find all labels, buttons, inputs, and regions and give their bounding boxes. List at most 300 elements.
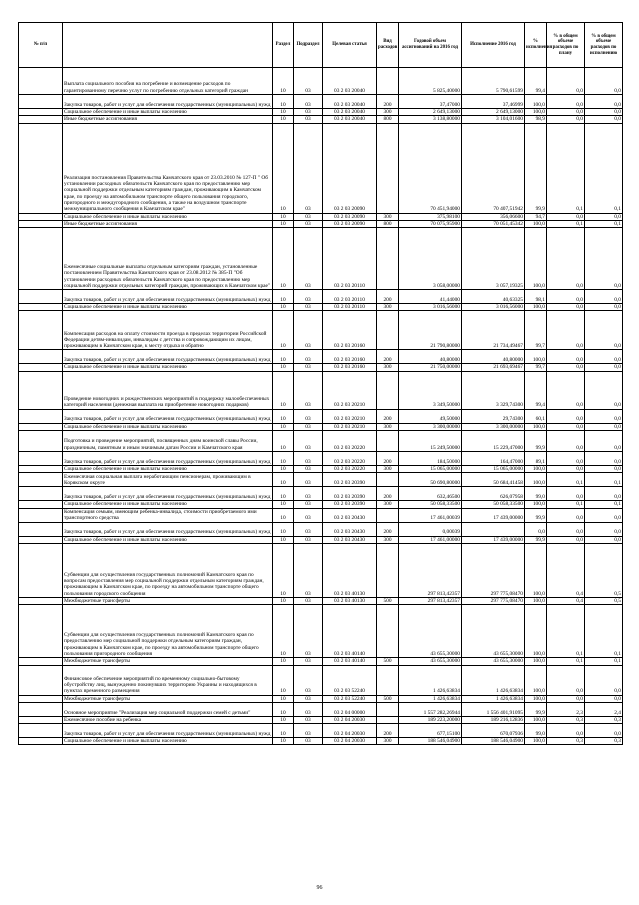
row-name: Социальное обеспечение и иные выплаты населению <box>63 213 273 220</box>
row-number <box>19 213 63 220</box>
row-number <box>19 409 63 423</box>
page-number: 96 <box>316 885 323 891</box>
row-number <box>19 597 63 604</box>
row-expense-type: 300 <box>377 304 399 311</box>
row-share-exec: 0,0 <box>585 665 623 695</box>
row-execution: 43 655,30000 <box>462 658 525 665</box>
row-expense-type <box>377 665 399 695</box>
row-plan: 43 655,30000 <box>399 605 462 658</box>
row-subsection: 03 <box>294 109 323 116</box>
row-number <box>19 228 63 290</box>
table-row <box>19 220 623 227</box>
row-share-plan: 2,3 <box>547 702 585 716</box>
row-plan: 40,80000 <box>399 350 462 364</box>
table-header <box>19 23 623 68</box>
row-subsection: 03 <box>294 213 323 220</box>
row-subsection: 03 <box>294 702 323 716</box>
row-subsection: 03 <box>294 738 323 745</box>
row-expense-type: 200 <box>377 522 399 536</box>
row-section: 10 <box>273 536 294 543</box>
table-row <box>19 109 623 116</box>
row-number <box>19 423 63 430</box>
row-target-article: 03 2 03 20160 <box>323 350 377 364</box>
row-execution: 356,06600 <box>462 213 525 220</box>
row-expense-type: 500 <box>377 695 399 702</box>
row-number <box>19 724 63 738</box>
row-section: 10 <box>273 228 294 290</box>
row-subsection: 03 <box>294 536 323 543</box>
row-percent: 99,9 <box>525 123 547 213</box>
row-expense-type: 200 <box>377 290 399 304</box>
row-execution: 50 684,41458 <box>462 473 525 487</box>
row-target-article: 03 2 03 20090 <box>323 123 377 213</box>
row-share-plan: 0,0 <box>547 109 585 116</box>
row-expense-type <box>377 228 399 290</box>
row-number <box>19 311 63 350</box>
row-share-exec: 0,1 <box>585 658 623 665</box>
row-share-plan: 0,1 <box>547 605 585 658</box>
row-share-plan: 0,3 <box>547 738 585 745</box>
row-plan: 677,15100 <box>399 724 462 738</box>
row-name: Ежемесячные социальные выплаты отдельным категориям граждан, установленные постановлением Правительства Камчатского края от 23.08.2012 № 385-П "Об установлении расходных обязательств Камчатского края по предоставлению мер социальной поддержки отдельных категорий граждан, проживающих в Камчатском крае" <box>63 228 273 290</box>
row-execution: 70 051,45342 <box>462 220 525 227</box>
row-execution: 1 426,63834 <box>462 695 525 702</box>
row-name: Выплата социального пособия на погребение и возмещение расходов по гарантированному перечню услуг по погребению отдельных категорий граждан <box>63 68 273 95</box>
row-percent: 0,0 <box>525 522 547 536</box>
row-execution: 17 439,00000 <box>462 536 525 543</box>
row-share-plan: 0,0 <box>547 68 585 95</box>
row-plan: 375,98100 <box>399 213 462 220</box>
row-number <box>19 220 63 227</box>
row-name: Социальное обеспечение и иные выплаты населению <box>63 304 273 311</box>
row-subsection: 03 <box>294 605 323 658</box>
table-row <box>19 501 623 508</box>
table-row <box>19 228 623 290</box>
row-subsection: 03 <box>294 522 323 536</box>
row-share-plan: 0,0 <box>547 371 585 409</box>
row-plan: 3 349,50000 <box>399 371 462 409</box>
table-row <box>19 508 623 522</box>
row-percent: 89,1 <box>525 452 547 466</box>
row-expense-type: 500 <box>377 658 399 665</box>
row-subsection: 03 <box>294 95 323 109</box>
row-share-exec: 0,0 <box>585 466 623 473</box>
row-share-plan: 0,0 <box>547 487 585 501</box>
table-row <box>19 487 623 501</box>
row-subsection: 03 <box>294 371 323 409</box>
row-plan: 189 223,20000 <box>399 716 462 723</box>
row-execution: 21 693,69467 <box>462 364 525 371</box>
row-expense-type: 500 <box>377 597 399 604</box>
row-percent: 100,0 <box>525 597 547 604</box>
row-percent: 100,0 <box>525 466 547 473</box>
row-section: 10 <box>273 431 294 452</box>
row-plan: 1 426,63834 <box>399 695 462 702</box>
table-row <box>19 123 623 213</box>
row-section: 10 <box>273 350 294 364</box>
row-share-exec: 0,0 <box>585 508 623 522</box>
row-plan: 0,00039 <box>399 522 462 536</box>
row-section: 10 <box>273 738 294 745</box>
row-plan: 297 813,42357 <box>399 543 462 597</box>
row-execution: 2 649,13000 <box>462 109 525 116</box>
row-section: 10 <box>273 123 294 213</box>
row-percent: 99,9 <box>525 536 547 543</box>
row-share-exec: 0,0 <box>585 695 623 702</box>
table-row <box>19 431 623 452</box>
header-annual-plan: Годовой объем ассигнований на 2016 год <box>399 23 462 68</box>
row-share-exec: 0,0 <box>585 536 623 543</box>
row-plan: 1 426,63834 <box>399 665 462 695</box>
row-execution: 15 065,00000 <box>462 466 525 473</box>
header-target-article: Целевая статья <box>323 23 377 68</box>
document-page <box>18 22 622 745</box>
header-expense-type: Вид расходов <box>377 23 399 68</box>
row-subsection: 03 <box>294 695 323 702</box>
budget-table <box>18 22 623 745</box>
row-number <box>19 452 63 466</box>
row-section: 10 <box>273 304 294 311</box>
row-number <box>19 522 63 536</box>
row-plan: 70 451,94000 <box>399 123 462 213</box>
row-name: Финансовое обеспечение мероприятий по временному социально-бытовому обустройству лиц, вынужденно покинувших территорию Украины и находящихся в пунктах временного размещения <box>63 665 273 695</box>
row-execution: 70 407,51942 <box>462 123 525 213</box>
header-number: № п/п <box>19 23 63 68</box>
row-section: 10 <box>273 543 294 597</box>
row-target-article: 03 2 03 20210 <box>323 423 377 430</box>
header-percent: % исполнения <box>525 23 547 68</box>
row-execution: 297 775,08470 <box>462 543 525 597</box>
row-name: Закупка товаров, работ и услуг для обеспечения государственных (муниципальных) нужд <box>63 487 273 501</box>
row-share-exec: 0,1 <box>585 605 623 658</box>
row-name: Закупка товаров, работ и услуг для обеспечения государственных (муниципальных) нужд <box>63 409 273 423</box>
table-row <box>19 95 623 109</box>
row-execution: 3 057,19325 <box>462 228 525 290</box>
row-percent: 100,0 <box>525 423 547 430</box>
row-execution: 15 229,47000 <box>462 431 525 452</box>
row-expense-type: 200 <box>377 452 399 466</box>
row-expense-type <box>377 311 399 350</box>
row-share-plan: 0,0 <box>547 409 585 423</box>
row-share-exec: 0,0 <box>585 522 623 536</box>
table-row <box>19 409 623 423</box>
row-number <box>19 116 63 123</box>
row-share-exec: 0,0 <box>585 724 623 738</box>
row-number <box>19 95 63 109</box>
row-share-plan: 0,1 <box>547 658 585 665</box>
row-name: Социальное обеспечение и иные выплаты населению <box>63 501 273 508</box>
row-number <box>19 350 63 364</box>
row-share-plan: 0,3 <box>547 716 585 723</box>
row-target-article: 03 2 03 20090 <box>323 213 377 220</box>
row-number <box>19 738 63 745</box>
row-expense-type: 300 <box>377 423 399 430</box>
row-execution: 188 546,04900 <box>462 738 525 745</box>
row-share-plan: 0,0 <box>547 522 585 536</box>
row-target-article: 03 2 03 20220 <box>323 452 377 466</box>
row-target-article: 03 2 03 20220 <box>323 431 377 452</box>
row-percent: 94,7 <box>525 213 547 220</box>
row-number <box>19 364 63 371</box>
row-target-article: 03 2 03 20090 <box>323 220 377 227</box>
row-name: Ежемесячная социальная выплата неработающим пенсионерам, проживающим в Корякском округе <box>63 473 273 487</box>
table-row <box>19 213 623 220</box>
row-share-exec: 0,3 <box>585 716 623 723</box>
row-percent: 99,4 <box>525 371 547 409</box>
row-target-article: 03 2 03 20430 <box>323 536 377 543</box>
row-plan: 5 825,40000 <box>399 68 462 95</box>
row-share-plan: 0,0 <box>547 466 585 473</box>
row-plan: 188 546,04900 <box>399 738 462 745</box>
row-section: 10 <box>273 466 294 473</box>
row-share-plan: 0,0 <box>547 724 585 738</box>
row-number <box>19 371 63 409</box>
table-row <box>19 311 623 350</box>
row-plan: 17 461,00000 <box>399 536 462 543</box>
row-target-article: 03 2 03 20160 <box>323 311 377 350</box>
row-subsection: 03 <box>294 311 323 350</box>
row-number <box>19 605 63 658</box>
table-row <box>19 658 623 665</box>
row-share-exec: 0,0 <box>585 116 623 123</box>
table-row <box>19 738 623 745</box>
row-target-article: 03 2 04 00000 <box>323 702 377 716</box>
row-expense-type: 200 <box>377 409 399 423</box>
row-execution: 670,07936 <box>462 724 525 738</box>
row-share-plan: 0,0 <box>547 452 585 466</box>
row-expense-type <box>377 68 399 95</box>
row-section: 10 <box>273 501 294 508</box>
row-subsection: 03 <box>294 228 323 290</box>
row-share-plan: 0,0 <box>547 304 585 311</box>
row-name: Социальное обеспечение и иные выплаты населению <box>63 423 273 430</box>
table-row <box>19 536 623 543</box>
row-percent: 100,0 <box>525 350 547 364</box>
row-name: Закупка товаров, работ и услуг для обеспечения государственных (муниципальных) нужд <box>63 452 273 466</box>
row-name: Проведение новогодних и рождественских мероприятий в поддержку малообеспеченных категорий населения (денежная выплата на приобретение новогодних подарков) <box>63 371 273 409</box>
row-plan: 21 750,00000 <box>399 364 462 371</box>
row-share-plan: 0,1 <box>547 220 585 227</box>
row-expense-type: 300 <box>377 466 399 473</box>
table-row <box>19 304 623 311</box>
row-share-exec: 0,0 <box>585 409 623 423</box>
row-execution: 3 016,56000 <box>462 304 525 311</box>
row-percent: 100,0 <box>525 543 547 597</box>
row-number <box>19 501 63 508</box>
row-share-exec: 0,0 <box>585 290 623 304</box>
row-plan: 41,44000 <box>399 290 462 304</box>
row-execution: 40,80000 <box>462 350 525 364</box>
row-execution: 21 734,49467 <box>462 311 525 350</box>
row-number <box>19 68 63 95</box>
row-execution: 3 329,74300 <box>462 371 525 409</box>
row-subsection: 03 <box>294 501 323 508</box>
table-row <box>19 371 623 409</box>
table-row <box>19 724 623 738</box>
row-share-exec: 0,5 <box>585 543 623 597</box>
row-target-article: 03 2 03 40140 <box>323 658 377 665</box>
row-expense-type: 300 <box>377 364 399 371</box>
row-share-plan: 0,4 <box>547 597 585 604</box>
row-plan: 21 790,80000 <box>399 311 462 350</box>
row-target-article: 03 2 03 20040 <box>323 68 377 95</box>
table-row <box>19 522 623 536</box>
row-plan: 15 065,00000 <box>399 466 462 473</box>
row-percent: 60,1 <box>525 409 547 423</box>
row-section: 10 <box>273 665 294 695</box>
row-target-article: 03 2 03 20040 <box>323 116 377 123</box>
row-share-plan: 0,0 <box>547 95 585 109</box>
row-plan: 37,47000 <box>399 95 462 109</box>
row-number <box>19 473 63 487</box>
row-number <box>19 543 63 597</box>
row-subsection: 03 <box>294 508 323 522</box>
row-name: Иные бюджетные ассигнования <box>63 116 273 123</box>
row-target-article: 03 2 03 20040 <box>323 95 377 109</box>
row-number <box>19 716 63 723</box>
row-share-exec: 0,1 <box>585 220 623 227</box>
row-share-plan: 0,0 <box>547 311 585 350</box>
row-subsection: 03 <box>294 466 323 473</box>
row-name: Компенсация расходов на оплату стоимости проезда в пределах территории Российской Федерации детям-инвалидам, инвалидам с детства и сопровождающим их лицам, проживающим в Камчатском крае, к месту отдыха и обратно <box>63 311 273 350</box>
row-percent: 100,0 <box>525 220 547 227</box>
row-number <box>19 702 63 716</box>
row-section: 10 <box>273 716 294 723</box>
row-subsection: 03 <box>294 364 323 371</box>
row-expense-type <box>377 123 399 213</box>
row-execution: 50 058,33500 <box>462 501 525 508</box>
row-percent: 99,9 <box>525 431 547 452</box>
row-subsection: 03 <box>294 473 323 487</box>
row-number <box>19 304 63 311</box>
row-share-exec: 0,3 <box>585 738 623 745</box>
row-subsection: 03 <box>294 487 323 501</box>
row-target-article: 03 2 03 20390 <box>323 487 377 501</box>
row-percent: 100,0 <box>525 658 547 665</box>
row-execution: 189 216,12836 <box>462 716 525 723</box>
row-share-exec: 0,0 <box>585 304 623 311</box>
row-expense-type: 200 <box>377 350 399 364</box>
table-row <box>19 466 623 473</box>
row-section: 10 <box>273 452 294 466</box>
row-execution: 43 655,30000 <box>462 605 525 658</box>
row-plan: 15 249,50000 <box>399 431 462 452</box>
row-number <box>19 109 63 116</box>
row-share-plan: 0,0 <box>547 364 585 371</box>
row-share-exec: 0,0 <box>585 431 623 452</box>
row-expense-type: 800 <box>377 220 399 227</box>
row-expense-type <box>377 702 399 716</box>
row-percent: 100,0 <box>525 738 547 745</box>
row-share-plan: 0,0 <box>547 290 585 304</box>
row-share-exec: 0,0 <box>585 228 623 290</box>
row-share-exec: 0,0 <box>585 311 623 350</box>
row-share-plan: 0,1 <box>547 501 585 508</box>
row-share-plan: 0,0 <box>547 695 585 702</box>
row-share-exec: 0,0 <box>585 487 623 501</box>
row-share-plan: 0,0 <box>547 350 585 364</box>
row-plan: 3 058,00000 <box>399 228 462 290</box>
row-plan: 17 461,00039 <box>399 508 462 522</box>
header-share-exec: % в общем объеме расходов по исполнению <box>585 23 623 68</box>
row-target-article: 03 2 03 20110 <box>323 290 377 304</box>
table-row <box>19 665 623 695</box>
row-share-plan: 0,0 <box>547 536 585 543</box>
row-section: 10 <box>273 116 294 123</box>
header-name <box>63 23 273 68</box>
row-share-plan: 0,1 <box>547 473 585 487</box>
row-section: 10 <box>273 290 294 304</box>
row-subsection: 03 <box>294 597 323 604</box>
row-subsection: 03 <box>294 431 323 452</box>
row-share-exec: 0,5 <box>585 597 623 604</box>
row-name: Закупка товаров, работ и услуг для обеспечения государственных (муниципальных) нужд <box>63 522 273 536</box>
row-share-exec: 0,1 <box>585 473 623 487</box>
row-plan: 50 690,80000 <box>399 473 462 487</box>
row-percent: 100,0 <box>525 304 547 311</box>
row-expense-type <box>377 473 399 487</box>
row-section: 10 <box>273 220 294 227</box>
row-percent: 98,9 <box>525 116 547 123</box>
row-execution: 3 104,01600 <box>462 116 525 123</box>
row-target-article: 03 2 03 40140 <box>323 605 377 658</box>
row-name: Социальное обеспечение и иные выплаты населению <box>63 536 273 543</box>
row-section: 10 <box>273 522 294 536</box>
header-section: Раздел <box>273 23 294 68</box>
row-execution: 40,63325 <box>462 290 525 304</box>
row-section: 10 <box>273 658 294 665</box>
row-number <box>19 290 63 304</box>
row-section: 10 <box>273 508 294 522</box>
row-name: Социальное обеспечение и иные выплаты населению <box>63 109 273 116</box>
row-number <box>19 508 63 522</box>
row-plan: 3 138,80000 <box>399 116 462 123</box>
row-plan: 49,50000 <box>399 409 462 423</box>
row-subsection: 03 <box>294 290 323 304</box>
table-row <box>19 543 623 597</box>
row-target-article: 03 2 03 20210 <box>323 409 377 423</box>
row-section: 10 <box>273 371 294 409</box>
row-percent: 100,0 <box>525 95 547 109</box>
row-percent: 99,0 <box>525 724 547 738</box>
row-plan: 1 557 282,26944 <box>399 702 462 716</box>
row-expense-type <box>377 371 399 409</box>
row-name: Закупка товаров, работ и услуг для обеспечения государственных (муниципальных) нужд <box>63 95 273 109</box>
row-expense-type: 300 <box>377 738 399 745</box>
row-number <box>19 123 63 213</box>
row-subsection: 03 <box>294 665 323 695</box>
table-row <box>19 597 623 604</box>
row-percent: 100,0 <box>525 665 547 695</box>
table-row <box>19 68 623 95</box>
table-row <box>19 423 623 430</box>
row-target-article: 03 2 03 40130 <box>323 543 377 597</box>
row-number <box>19 695 63 702</box>
row-plan: 70 075,95900 <box>399 220 462 227</box>
table-row <box>19 116 623 123</box>
row-name: Закупка товаров, работ и услуг для обеспечения государственных (муниципальных) нужд <box>63 290 273 304</box>
row-share-exec: 0,0 <box>585 95 623 109</box>
row-name: Субвенции для осуществления государственных полномочий Камчатского края по вопросам предоставления мер социальной поддержки отдельным категориям граждан, проживающим в Камчатском крае, по проезду на автомобильном транспорте общего пользования городского сообщения <box>63 543 273 597</box>
row-target-article: 03 2 03 20220 <box>323 466 377 473</box>
row-expense-type: 300 <box>377 536 399 543</box>
row-name: Субвенции для осуществления государственных полномочий Камчатского края по предоставлению мер социальной поддержки отдельным категориям граждан, проживающим в Камчатском крае, по проезду на автомобильном транспорте общего пользования пригородного сообщения <box>63 605 273 658</box>
row-plan: 50 058,33500 <box>399 501 462 508</box>
row-name: Основное мероприятие "Реализация мер социальной поддержки семей с детьми" <box>63 702 273 716</box>
row-share-exec: 0,0 <box>585 350 623 364</box>
row-target-article: 03 2 03 40130 <box>323 597 377 604</box>
row-percent: 100,0 <box>525 695 547 702</box>
